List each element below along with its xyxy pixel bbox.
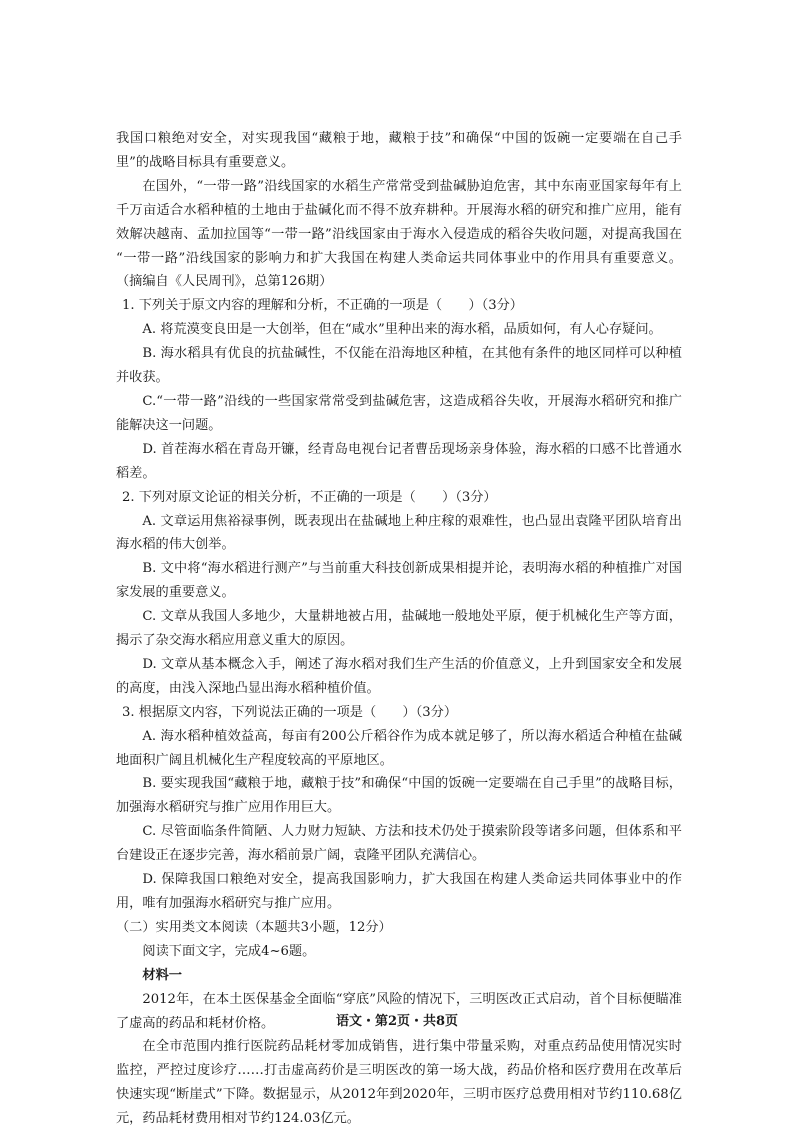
question-2-option-b: B. 文中将“海水稻进行测产”与当前重大科技创新成果相提并论，表明海水稻的种植推广对国家发展的重要意义。 — [116, 561, 682, 601]
question-2-option-d: D. 文章从基本概念入手，阐述了海水稻对我们生产生活的价值意义，上升到国家安全和发展的高度，由浅入深地凸显出海水稻种植价值。 — [116, 656, 682, 696]
question-2-option-c: C. 文章从我国人多地少，大量耕地被占用，盐碱地一般地处平原，便于机械化生产等方面，揭示了杂交海水稻应用意义重大的原因。 — [116, 609, 682, 649]
question-1-option-b: B. 海水稻具有优良的抗盐碱性，不仅能在沿海地区种植，在其他有条件的地区同样可以种植并收获。 — [116, 346, 682, 386]
document-body — [116, 127, 682, 1131]
section-2-instruction: 阅读下面文字，完成4~6题。 — [142, 943, 316, 959]
material-1-paragraph-2: 在全市范围内推行医院药品耗材零加成销售，进行集中带量采购，对重点药品使用情况实时监控，严控过度诊疗……打击虚高药价是三明医改的第一场大战，药品价格和医疗费用在改革后快速实现“断崖式”下降。数据显示，从2012年到2020年，三明市医疗总费用相对节约110.68亿元，药品耗材费用相对节约124.03亿元。 — [116, 1039, 682, 1127]
material-1-paragraph-1: 2012年，在本土医保基金全面临“穿底”风险的情况下，三明医改正式启动，首个目标便瞄准了虚高的药品和耗材价格。 — [116, 991, 682, 1031]
material-1-title: 材料一 — [142, 967, 182, 983]
question-1-option-c: C.“一带一路”沿线的一些国家常常受到盐碱危害，这造成稻谷失收，开展海水稻研究和推广能解决这一问题。 — [116, 393, 682, 433]
question-1-option-d: D. 首茬海水稻在青岛开镰，经青岛电视台记者曹岳现场亲身体验，海水稻的口感不比普通水稻差。 — [116, 441, 682, 481]
question-2-option-a: A. 文章运用焦裕禄事例，既表现出在盐碱地上种庄稼的艰难性，也凸显出袁隆平团队培育出海水稻的伟大创举。 — [116, 513, 682, 553]
question-3-option-c: C. 尽管面临条件简陋、人力财力短缺、方法和技术仍处于摸索阶段等诸多问题，但体系和平台建设正在逐步完善，海水稻前景广阔，袁隆平团队充满信心。 — [116, 824, 682, 864]
passage-paragraph-2: 在国外，“一带一路”沿线国家的水稻生产常常受到盐碱胁迫危害，其中东南亚国家每年有上千万亩适合水稻种植的土地由于盐碱化而不得不放弃耕种。开展海水稻的研究和推广应用，能有效解决越南、孟加拉国等“一带一路”沿线国家由于海水入侵造成的稻谷失收问题，对提高我国在 “一带一路”沿线国家的影响力和扩大我国在构建人类命运共同体事业中的作用具有重要意义。 （摘编自《人民周刊》，总第126期） — [116, 178, 682, 290]
passage-paragraph-1-continued: 我国口粮绝对安全，对实现我国“藏粮于地，藏粮于技”和确保“中国的饭碗一定要端在自己手里”的战略目标具有重要意义。 — [116, 131, 682, 170]
page-footer: 语文・第2页・共8页 — [335, 1014, 459, 1029]
question-3-option-b: B. 要实现我国“藏粮于地，藏粮于技”和确保“中国的饭碗一定要端在自己手里”的战略目标，加强海水稻研究与推广应用作用巨大。 — [116, 776, 682, 816]
question-3-option-d: D. 保障我国口粮绝对安全，提高我国影响力，扩大我国在构建人类命运共同体事业中的作用，唯有加强海水稻研究与推广应用。 — [116, 872, 682, 911]
question-3-option-a: A. 海水稻种植效益高，每亩有200公斤稻谷作为成本就足够了，所以海水稻适合种植在盐碱地面积广阔且机械化生产程度较高的平原地区。 — [116, 728, 682, 768]
question-1-option-a: A. 将荒漠变良田是一大创举，但在“咸水”里种出来的海水稻，品质如何，有人心存疑问。 — [142, 322, 662, 338]
question-1-stem: 1. 下列关于原文内容的理解和分析，不正确的一项是（ ）（3分） — [122, 298, 523, 314]
section-2-heading: （二）实用类文本阅读（本题共3小题，12分） — [116, 919, 392, 935]
question-2-stem: 2. 下列对原文论证的相关分析，不正确的一项是（ ）（3分） — [122, 489, 497, 505]
question-3-stem: 3. 根据原文内容，下列说法正确的一项是（ ）（3分） — [122, 704, 458, 720]
